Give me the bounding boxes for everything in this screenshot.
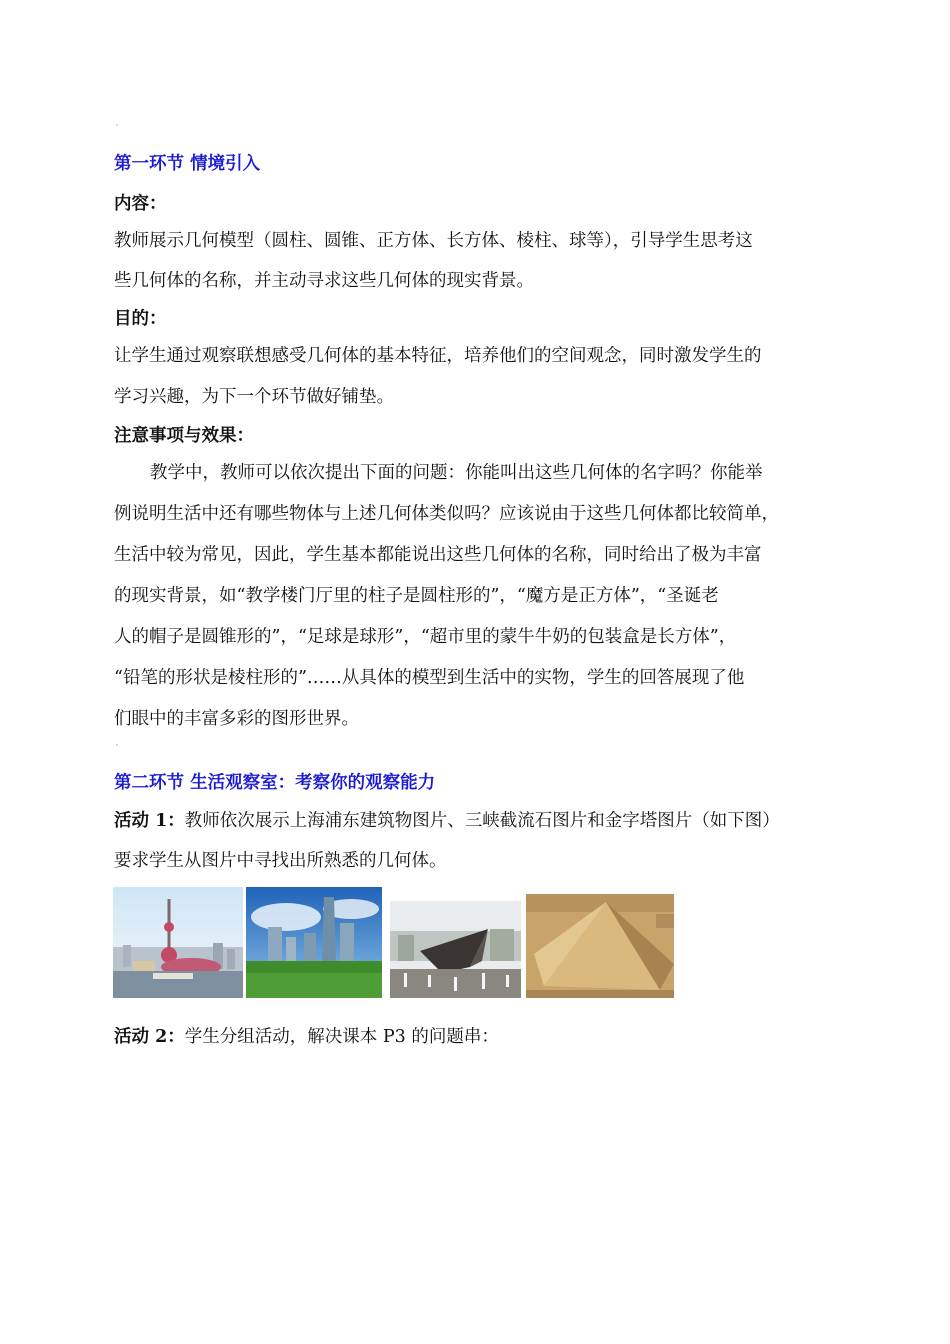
notes-line-4: 的现实背景，如“教学楼门厅里的柱子是圆柱形的”，“魔方是正方体”，“圣诞老 xyxy=(114,586,719,606)
activity1-line-2: 要求学生从图片中寻找出所熟悉的几何体。 xyxy=(114,851,447,871)
paragraph-mark xyxy=(116,124,118,126)
notes-line-5: 人的帽子是圆锥形的”，“足球是球形”，“超市里的蒙牛牛奶的包装盒是长方体”， xyxy=(114,627,737,647)
activity2-label: 活动 2： xyxy=(114,1027,185,1047)
notes-line-3: 生活中较为常见，因此，学生基本都能说出这些几何体的名称，同时给出了极为丰富 xyxy=(114,545,762,565)
notes-line-2: 例说明生活中还有哪些物体与上述几何体类似吗？应该说由于这些几何体都比较简单， xyxy=(114,504,779,524)
purpose-label: 目的： xyxy=(114,309,167,329)
pudong-skyscrapers-photo xyxy=(246,887,382,998)
notes-line-1: 教学中，教师可以依次提出下面的问题：你能叫出这些几何体的名字吗？你能举 xyxy=(150,463,763,483)
notes-line-6: “铅笔的形状是棱柱形的”……从具体的模型到生活中的实物，学生的回答展现了他 xyxy=(114,668,745,688)
notes-label: 注意事项与效果： xyxy=(114,426,254,446)
paragraph-mark xyxy=(116,744,118,746)
activity1-text: 教师依次展示上海浦东建筑物图片、三峡截流石图片和金字塔图片（如下图） xyxy=(184,811,780,831)
purpose-line-2: 学习兴趣，为下一个环节做好铺垫。 xyxy=(114,387,394,407)
shanghai-pudong-tower-photo xyxy=(113,887,243,998)
notes-line-7: 们眼中的丰富多彩的图形世界。 xyxy=(114,709,359,729)
three-gorges-stone-photo xyxy=(390,901,521,998)
section2-heading: 第二环节 生活观察室：考察你的观察能力 xyxy=(114,773,436,793)
content-line-1: 教师展示几何模型（圆柱、圆锥、正方体、长方体、棱柱、球等），引导学生思考这 xyxy=(114,231,753,251)
activity1-line-1 xyxy=(114,809,780,833)
purpose-line-1: 让学生通过观察联想感受几何体的基本特征，培养他们的空间观念，同时激发学生的 xyxy=(114,346,762,366)
activity2-text: 学生分组活动，解决课本 P3 的问题串： xyxy=(184,1027,499,1047)
activity1-label: 活动 1： xyxy=(114,811,185,831)
content-label: 内容： xyxy=(114,194,167,214)
content-line-2: 些几何体的名称，并主动寻求这些几何体的现实背景。 xyxy=(114,271,534,291)
section1-heading: 第一环节 情境引入 xyxy=(114,154,261,174)
activity2-line xyxy=(114,1025,499,1049)
pyramid-photo xyxy=(526,894,674,998)
